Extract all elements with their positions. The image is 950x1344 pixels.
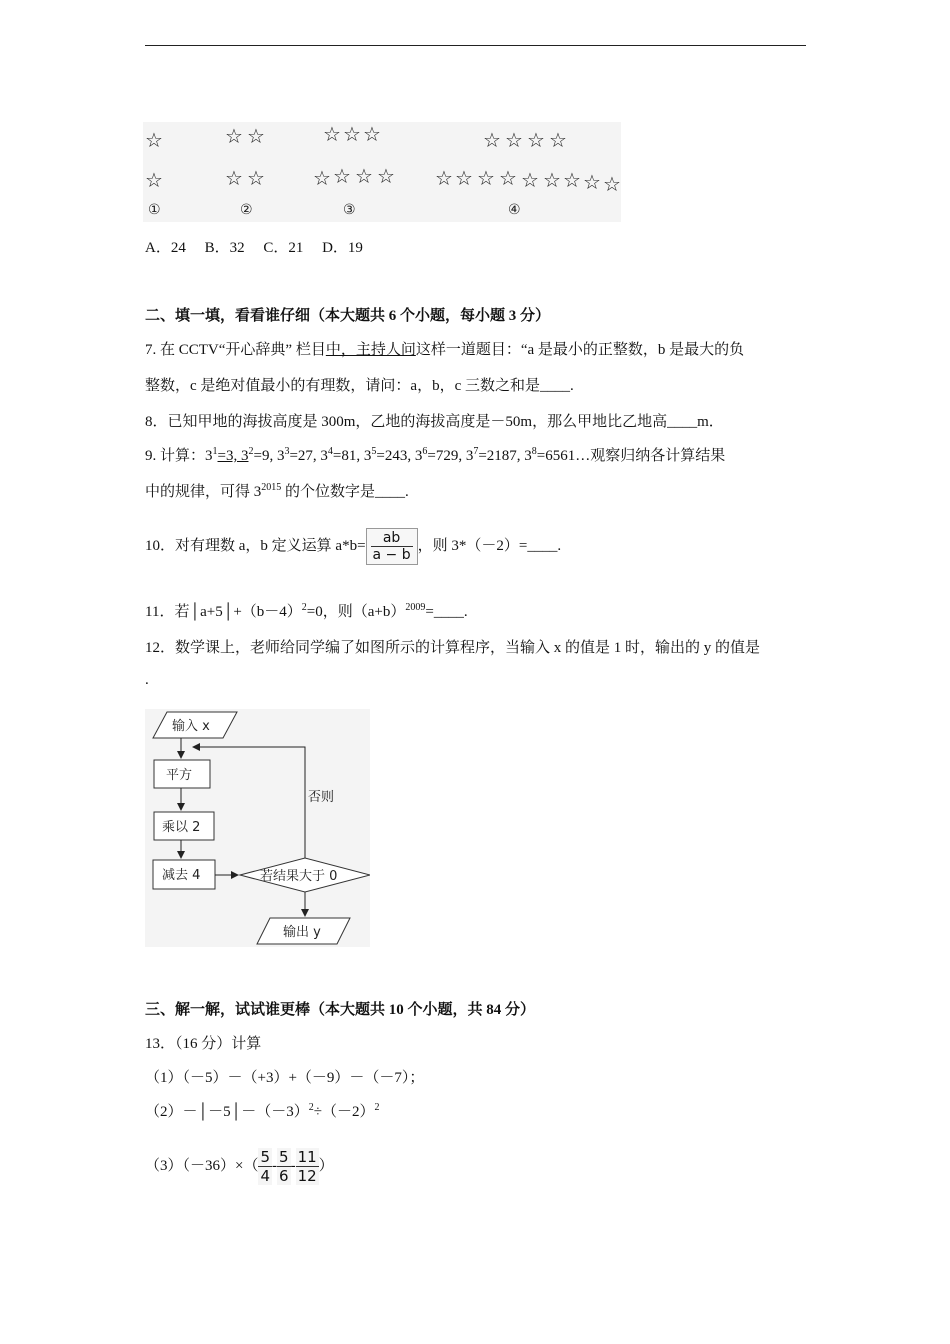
- star-icon: ☆: [477, 166, 495, 190]
- star-icon: ☆: [247, 124, 265, 148]
- star-icon: ☆: [543, 168, 561, 192]
- q13-part2: [145, 1100, 380, 1121]
- star-icon: ☆: [363, 122, 381, 146]
- section3-title: 三、解一解，试试谁更棒（本大题共 10 个小题，共 84 分）: [145, 1002, 536, 1018]
- q7-line2: 整数，c 是绝对值最小的有理数，请问：a，b，c 三数之和是____.: [145, 378, 574, 394]
- q9-line2-text-b: 的个位数字是____.: [281, 484, 409, 500]
- flowchart-svg: [145, 709, 370, 947]
- star-icon: ☆: [225, 166, 243, 190]
- section2-title: 二、填一填，看看谁仔细（本大题共 6 个小题，每小题 3 分）: [145, 308, 551, 324]
- q9-line2: [145, 480, 409, 501]
- fraction-5-4: [258, 1148, 272, 1185]
- q9-sup: 5: [371, 446, 377, 457]
- star-icon: ☆: [527, 128, 545, 152]
- flow-step1-label: 平方: [166, 768, 193, 783]
- star-icon: ☆: [333, 164, 351, 188]
- minus-sign: -: [272, 1157, 278, 1174]
- q10: [145, 528, 561, 565]
- fraction-11-12: [296, 1148, 319, 1185]
- frac-num: 5: [279, 1148, 289, 1166]
- q7-line1: [145, 338, 744, 359]
- star-icon: ☆: [521, 168, 539, 192]
- q9-part: 9. 计算：3: [145, 448, 213, 464]
- q10-denominator: a − b: [372, 547, 411, 563]
- q10-fraction: [366, 528, 418, 565]
- figure-label-1: ①: [148, 202, 161, 218]
- minus-sign: -: [290, 1157, 296, 1174]
- q10-text-a: 10．对有理数 a，b 定义运算 a*b=: [145, 537, 366, 554]
- q7-text-b: 这样一道题目：“a 是最小的正整数，b 是最大的负: [415, 342, 745, 358]
- star-icon: ☆: [343, 122, 361, 146]
- star-icon: ☆: [499, 166, 517, 190]
- star-icon: ☆: [323, 122, 341, 146]
- q9-part: =2187, 3: [478, 448, 532, 464]
- figure-label-2: ②: [240, 202, 253, 218]
- q12-line2: .: [145, 672, 149, 688]
- q13-p2-sup2: 2: [374, 1102, 380, 1113]
- q9-part: =729, 3: [427, 448, 474, 464]
- frac-den: 12: [297, 1167, 317, 1185]
- q9-sup: 7: [473, 446, 479, 457]
- flow-step3-label: 减去 4: [162, 868, 201, 883]
- q11-text-c: =____.: [425, 604, 468, 620]
- q9-sup: 2: [248, 446, 254, 457]
- star-icon: ☆: [225, 124, 243, 148]
- q11-sup2: 2009: [405, 602, 426, 613]
- q7-text-a: 7. 在 CCTV“开心辞典” 栏目: [145, 342, 326, 358]
- q9-part: =9, 3: [253, 448, 285, 464]
- q11: [145, 600, 468, 621]
- star-icon: ☆: [583, 170, 601, 194]
- q11-text-b: =0，则（a+b）: [306, 604, 406, 620]
- star-icon: ☆: [145, 128, 163, 152]
- q9-part: =6561…观察归纳各计算结果: [536, 448, 726, 464]
- star-icon: ☆: [435, 166, 453, 190]
- frac-num: 11: [297, 1148, 317, 1166]
- flow-input-label: 输入 x: [172, 719, 210, 734]
- star-icon: ☆: [505, 128, 523, 152]
- star-icon: ☆: [563, 168, 581, 192]
- q9-line2-sup: 2015: [261, 482, 282, 493]
- q13-p2-text-a: （2）－│－5│－（－3）: [145, 1104, 309, 1120]
- q13-title: 13．（16 分）计算: [145, 1036, 262, 1052]
- q12-line1: 12．数学课上，老师给同学编了如图所示的计算程序，当输入 x 的值是 1 时，输出的 y 的值是: [145, 640, 761, 656]
- q10-numerator: ab: [371, 530, 413, 547]
- flow-step2-label: 乘以 2: [162, 820, 201, 835]
- q9-sup: 4: [327, 446, 333, 457]
- q9-sup: 1: [212, 446, 218, 457]
- q11-text-a: 11．若│a+5│+（b－4）: [145, 604, 302, 620]
- q10-text-b: ，则 3*（－2）=____.: [417, 537, 562, 554]
- q9-part: =3, 3: [217, 448, 249, 464]
- q11-sup1: 2: [301, 602, 307, 613]
- frac-num: 5: [260, 1148, 271, 1166]
- frac-den: 6: [279, 1167, 289, 1185]
- star-icon: ☆: [377, 164, 395, 188]
- q7-underlined: 中，主持人问: [325, 342, 416, 358]
- header-rule: [145, 45, 806, 46]
- stars-pattern-figure: [143, 122, 621, 222]
- star-icon: ☆: [603, 172, 621, 196]
- figure-label-3: ③: [343, 202, 356, 218]
- q13-p3-text-a: （3）（－36）×（: [145, 1157, 259, 1174]
- q9-sup: 8: [531, 446, 537, 457]
- star-icon: ☆: [313, 166, 331, 190]
- q13-p2-text-b: ÷（－2）: [313, 1104, 375, 1120]
- fraction-5-6: [277, 1148, 291, 1185]
- star-icon: ☆: [483, 128, 501, 152]
- q9-part: =243, 3: [376, 448, 423, 464]
- star-icon: ☆: [355, 164, 373, 188]
- q9-part: =27, 3: [289, 448, 328, 464]
- flow-else-label: 否则: [308, 790, 335, 805]
- star-icon: ☆: [549, 128, 567, 152]
- star-icon: ☆: [145, 168, 163, 192]
- q9-line1: [145, 444, 725, 465]
- q9-sup: 3: [284, 446, 290, 457]
- q9-sup: 6: [422, 446, 428, 457]
- star-icon: ☆: [247, 166, 265, 190]
- flowchart: [145, 709, 370, 947]
- q13-part1: （1）（－5）－（+3）+（－9）－（－7）；: [145, 1070, 425, 1086]
- q13-part3: [145, 1148, 334, 1185]
- frac-den: 4: [260, 1167, 271, 1185]
- q9-line2-text: 中的规律，可得 3: [145, 484, 262, 500]
- flow-output-label: 输出 y: [283, 925, 321, 940]
- q6-options: A．24 B．32 C．21 D．19: [145, 240, 363, 256]
- q13-p3-text-b: ）: [318, 1157, 334, 1174]
- q9-part: =81, 3: [332, 448, 372, 464]
- q8: 8．已知甲地的海拔高度是 300m，乙地的海拔高度是－50m，那么甲地比乙地高____m．: [145, 414, 724, 430]
- star-icon: ☆: [455, 166, 473, 190]
- q13-p2-sup1: 2: [308, 1102, 314, 1113]
- flow-decision-label: 若结果大于 0: [260, 869, 338, 884]
- figure-label-4: ④: [508, 202, 521, 218]
